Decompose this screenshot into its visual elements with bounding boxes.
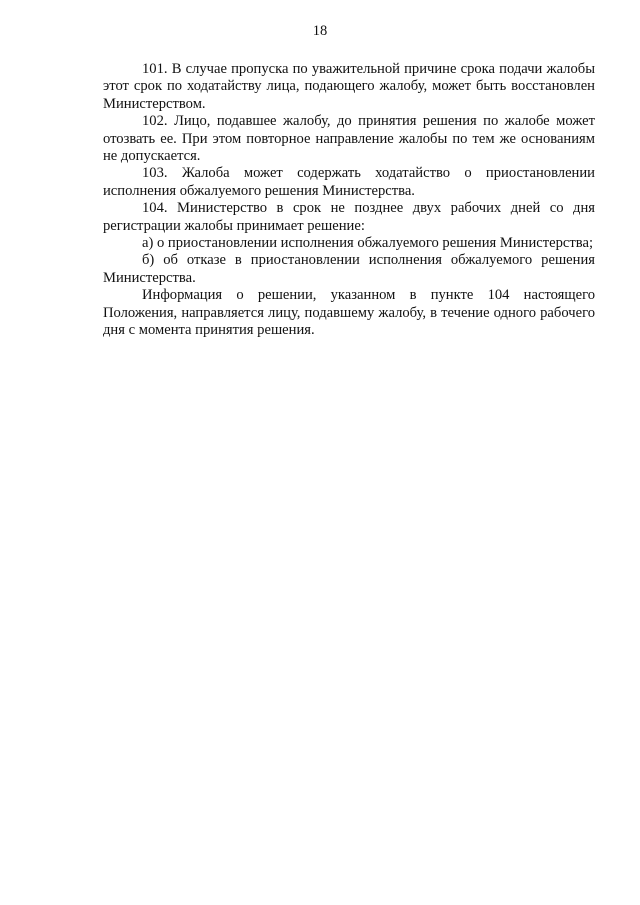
page-number: 18	[312, 23, 328, 39]
document-body	[103, 61, 595, 340]
paragraph-103: 103. Жалоба может содержать ходатайство о приостановлении исполнения обжалуемого решения Министерства.	[103, 165, 595, 199]
paragraph-104: 104. Министерство в срок не позднее двух рабочих дней со дня регистрации жалобы принимает решение:	[103, 200, 595, 234]
paragraph-decision-info: Информация о решении, указанном в пункте 104 настоящего Положения, направляется лицу, подавшему жалобу, в течение одного рабочего дня с момента принятия решения.	[103, 287, 595, 339]
paragraph-102: 102. Лицо, подавшее жалобу, до принятия решения по жалобе может отозвать ее. При этом повторное направление жалобы по тем же основаниям не допускается.	[103, 113, 595, 165]
paragraph-104-item-b: б) об отказе в приостановлении исполнения обжалуемого решения Министерства.	[103, 252, 595, 286]
paragraph-101: 101. В случае пропуска по уважительной причине срока подачи жалобы этот срок по ходатайству лица, подающего жалобу, может быть восстановлен Министерством.	[103, 61, 595, 112]
paragraph-104-item-a: а) о приостановлении исполнения обжалуемого решения Министерства;	[142, 235, 594, 252]
